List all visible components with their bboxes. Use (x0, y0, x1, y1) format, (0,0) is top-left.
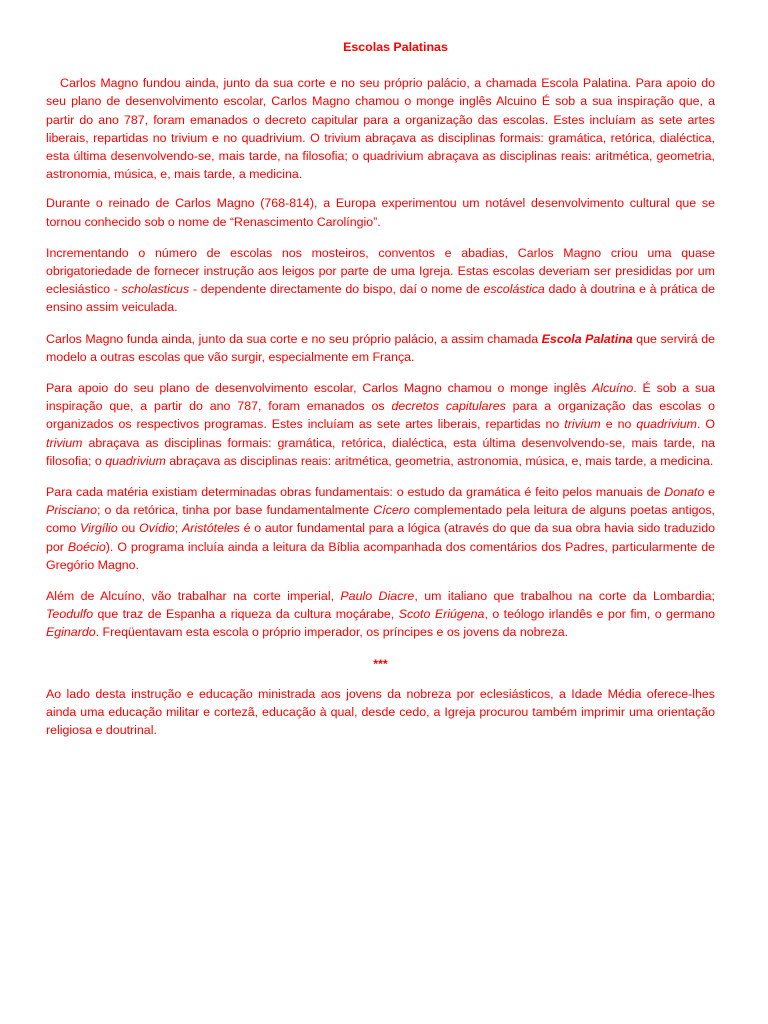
p6-text-8: ). O programa incluía ainda a leitura da Bíblia acompanhada dos comentários dos Padres, particularmente de Gregório Magno. (46, 539, 715, 572)
p6-text-5: ou (117, 521, 139, 536)
p5-text-6: abraçava as disciplinas formais: gramática, retórica, dialéctica, esta última desenvolvendo-se, mais tarde, na filosofia; o (46, 435, 715, 468)
p3-text-1: Incrementando o número de escolas nos mosteiros, conventos e abadias, Carlos Magno criou uma quase obrigatoriedade de fornecer instrução aos leigos por parte de uma Igreja. Estas escolas deveriam ser presididas por um eclesiástico - (46, 245, 715, 297)
p5-text-3: para a organização das escolas o organizados os respectivos programas. Estes incluíam as sete artes liberais, repartidas no (46, 399, 716, 432)
term-trivium-2: trivium (46, 435, 83, 450)
p6-text-3: ; o da retórica, tinha por base fundamentalmente (96, 503, 374, 518)
p6-text-7: é o autor fundamental para a lógica (através do que da sua obra havia sido traduzido por (46, 521, 716, 554)
name-cicero: Cícero (373, 503, 410, 518)
term-scholasticus: scholasticus (121, 282, 190, 297)
document-title: Escolas Palatinas (343, 40, 448, 54)
name-paulo-diacre: Paulo Diacre (340, 589, 415, 604)
name-boecio: Boécio (67, 539, 106, 554)
name-eginardo: Eginardo (46, 625, 96, 640)
term-quadrivium: quadrivium (636, 417, 697, 432)
p6-text-4: complementado pela leitura de alguns poetas antigos, como (46, 503, 715, 536)
p7-text-3: que traz de Espanha a riqueza da cultura moçárabe, (93, 607, 399, 622)
p7-text-1: Além de Alcuíno, vão trabalhar na corte imperial, (46, 589, 341, 604)
p7-text-5: . Freqüentavam esta escola o próprio imperador, os príncipes e os jovens da nobreza. (95, 625, 569, 640)
term-escola-palatina: Escola Palatina (541, 331, 633, 346)
name-ovidio: Ovídio (138, 521, 175, 536)
paragraph-2: Durante o reinado de Carlos Magno (768-814), a Europa experimentou um notável desenvolvimento cultural que se tornou conhecido sob o nome de “Renascimento Carolíngio”. (46, 196, 715, 229)
p4-text-1: Carlos Magno funda ainda, junto da sua corte e no seu próprio palácio, a assim chamada (46, 331, 542, 346)
section-separator: *** (373, 656, 388, 671)
paragraph-6 (46, 483, 715, 574)
p6-text-2: e (704, 485, 715, 500)
term-trivium: trivium (564, 417, 601, 432)
p5-text-7: abraçava as disciplinas reais: aritmética, geometria, astronomia, música, e, mais tarde, a medicina. (165, 453, 714, 468)
term-escolastica: escolástica (483, 282, 545, 297)
p5-text-2: . É sob a sua inspiração que, a partir do ano 787, foram emanados os (46, 381, 715, 414)
p6-text-1: Para cada matéria existiam determinadas obras fundamentais: o estudo da gramática é feito pelos manuais de (46, 485, 665, 500)
name-aristoteles: Aristóteles (181, 521, 240, 536)
document-page (46, 38, 715, 753)
paragraph-5 (46, 379, 715, 470)
p3-text-3: dado à doutrina e à prática de ensino assim veiculada. (46, 282, 715, 315)
name-scoto-eriugena: Scoto Eriúgena (398, 607, 485, 622)
term-quadrivium-2: quadrivium (105, 453, 166, 468)
p5-text-1: Para apoio do seu plano de desenvolvimento escolar, Carlos Magno chamou o monge inglês (46, 381, 592, 396)
p7-text-4: , o teólogo irlandês e por fim, o germano (484, 607, 715, 622)
paragraph-8: Ao lado desta instrução e educação ministrada aos jovens da nobreza por eclesiásticos, a Idade Média oferece-lhes ainda uma educação militar e cortezã, educação à qual, desde cedo, a Igreja procurou também imprimir uma orientação religiosa e doutrinal. (46, 686, 715, 738)
name-teodulfo: Teodulfo (46, 607, 94, 622)
name-donato: Donato (664, 485, 705, 500)
p3-text-2: - dependente directamente do bispo, daí o nome de (189, 282, 484, 297)
name-virgilio: Virgílio (80, 521, 118, 536)
name-alcuino: Alcuíno (591, 381, 634, 396)
term-decretos-capitulares: decretos capitulares (391, 399, 506, 414)
paragraph-1: Carlos Magno fundou ainda, junto da sua corte e no seu próprio palácio, a chamada Escola Palatina. Para apoio do seu plano de desenvolvimento escolar, Carlos Magno chamou o monge inglês Alcuino É sob a sua inspiração que, a partir do ano 787, foram emanados o decreto capitular para a organização das escolas. Estes incluíam as sete artes liberais, repartidas no trivium e no quadrivium. O trivium abraçava as disciplinas formais: gramática, retórica, dialéctica, esta última desenvolvendo-se, mais tarde, na filosofia; o quadrivium abraçava as disciplinas reais: aritmética, geometria, astronomia, música, e, mais tarde, a medicina. (46, 76, 715, 182)
p6-text-6: ; (174, 521, 182, 536)
p4-text-2: que servirá de modelo a outras escolas que vão surgir, especialmente em França. (46, 331, 716, 364)
name-prisciano: Prisciano (46, 503, 97, 518)
p7-text-2: , um italiano que trabalhou na corte da Lombardia; (414, 589, 715, 604)
p5-text-4: e no (600, 417, 637, 432)
paragraph-3 (46, 244, 715, 317)
p5-text-5: . O (696, 417, 715, 432)
paragraph-7 (46, 587, 715, 642)
paragraph-4 (46, 330, 715, 366)
